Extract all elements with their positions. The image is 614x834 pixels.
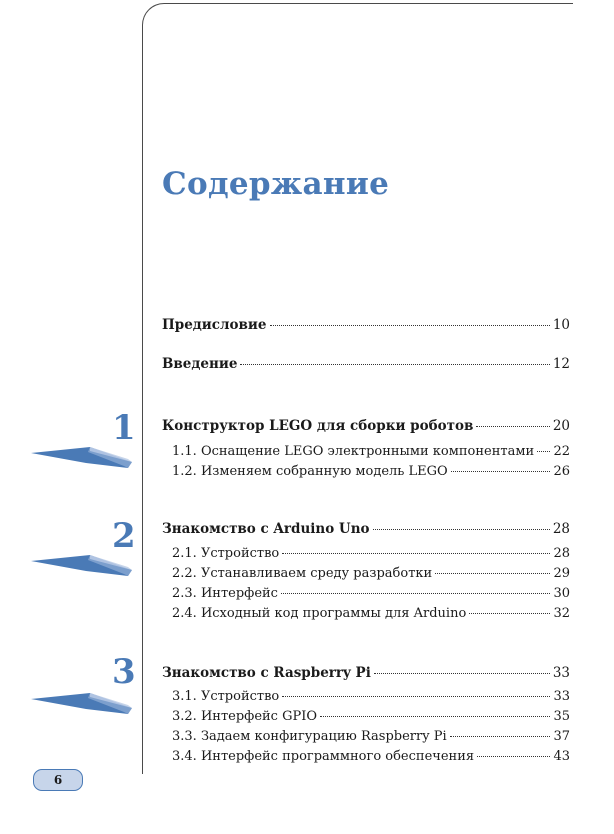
toc-section[interactable]	[172, 709, 570, 724]
toc-section[interactable]	[172, 689, 570, 704]
toc-section[interactable]	[172, 729, 570, 744]
toc-label: Конструктор LEGO для сборки роботов	[162, 418, 474, 434]
toc-entry-introduction[interactable]	[162, 356, 570, 372]
toc-page: 33	[552, 665, 570, 681]
leader-dots	[374, 673, 550, 674]
leader-dots	[320, 716, 550, 717]
leader-dots	[373, 529, 550, 530]
toc-page: 28	[553, 546, 570, 561]
chapter-number: 2	[112, 516, 136, 556]
leader-dots	[282, 553, 550, 554]
toc-page: 35	[553, 709, 570, 724]
toc-page: 28	[552, 521, 570, 537]
toc-label: 2.2. Устанавливаем среду разработки	[172, 566, 433, 581]
chapter-number: 1	[112, 408, 136, 448]
leader-dots	[537, 451, 550, 452]
toc-page: 32	[553, 606, 570, 621]
toc-page: 37	[553, 729, 570, 744]
toc-label: 2.4. Исходный код программы для Arduino	[172, 606, 467, 621]
toc-label: 3.2. Интерфейс GPIO	[172, 709, 318, 724]
toc-page: 20	[552, 418, 570, 434]
page-frame	[142, 3, 573, 774]
leader-dots	[477, 756, 550, 757]
toc-page: 26	[553, 464, 570, 479]
leader-dots	[270, 325, 550, 326]
toc-section[interactable]	[172, 586, 570, 601]
page-number-badge: 6	[33, 769, 83, 791]
leader-dots	[476, 426, 549, 427]
chapter-arrow-icon	[28, 440, 136, 472]
toc-label: Введение	[162, 356, 238, 372]
chapter-arrow-icon	[28, 548, 136, 580]
leader-dots	[282, 696, 550, 697]
toc-label: Знакомство с Arduino Uno	[162, 521, 370, 537]
toc-chapter-3[interactable]	[162, 665, 570, 681]
toc-label: 3.4. Интерфейс программного обеспечения	[172, 749, 475, 764]
toc-section[interactable]	[172, 749, 570, 764]
toc-entry-preface[interactable]	[162, 317, 570, 333]
toc-label: 1.2. Изменяем собранную модель LEGO	[172, 464, 448, 479]
toc-page: 22	[553, 444, 570, 459]
toc-section[interactable]	[172, 444, 570, 459]
toc-section[interactable]	[172, 546, 570, 561]
leader-dots	[435, 573, 550, 574]
leader-dots	[240, 364, 549, 365]
leader-dots	[450, 736, 551, 737]
toc-label: 3.1. Устройство	[172, 689, 280, 704]
toc-page: 12	[552, 356, 570, 372]
toc-label: 2.3. Интерфейс	[172, 586, 278, 601]
toc-chapter-1[interactable]	[162, 418, 570, 434]
leader-dots	[469, 613, 550, 614]
toc-section[interactable]	[172, 566, 570, 581]
toc-label: Предисловие	[162, 317, 267, 333]
leader-dots	[281, 593, 550, 594]
toc-section[interactable]	[172, 606, 570, 621]
toc-page: 10	[552, 317, 570, 333]
toc-chapter-2[interactable]	[162, 521, 570, 537]
toc-label: 2.1. Устройство	[172, 546, 280, 561]
toc-page: 43	[553, 749, 570, 764]
toc-label: Знакомство с Raspberry Pi	[162, 665, 371, 681]
toc-label: 1.1. Оснащение LEGO электронными компонентами	[172, 444, 535, 459]
toc-page: 30	[553, 586, 570, 601]
chapter-number: 3	[112, 652, 136, 692]
toc-label: 3.3. Задаем конфигурацию Raspberry Pi	[172, 729, 447, 744]
toc-section[interactable]	[172, 464, 570, 479]
toc-page: 33	[553, 689, 570, 704]
leader-dots	[451, 471, 551, 472]
toc-page: 29	[553, 566, 570, 581]
page-title: Содержание	[162, 166, 390, 202]
chapter-arrow-icon	[28, 686, 136, 718]
